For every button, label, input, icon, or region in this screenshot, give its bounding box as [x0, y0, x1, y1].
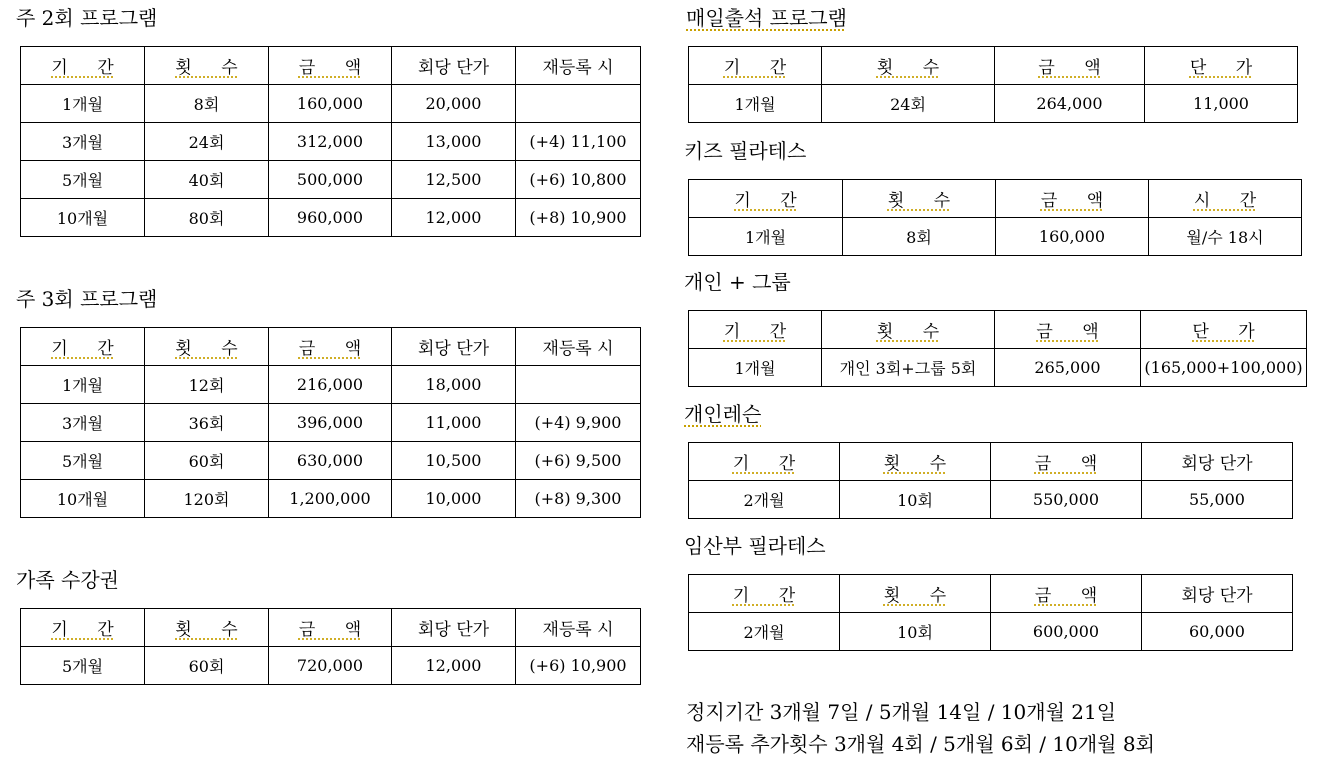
column-header: [269, 328, 392, 366]
section-title-daily-attendance: 매일출석 프로그램: [686, 6, 847, 30]
column-header-label: 기 간: [732, 586, 796, 606]
column-header: [995, 311, 1141, 349]
table-cell: 55,000: [1142, 481, 1293, 519]
table-cell: [516, 366, 641, 404]
column-header-label: 횟 수: [175, 339, 238, 359]
table-row: [21, 480, 641, 518]
table-cell: 8회: [145, 85, 269, 123]
table-cell: 264,000: [995, 85, 1145, 123]
table-family-pass: [20, 608, 641, 685]
table-row: [21, 404, 641, 442]
column-header: [822, 47, 995, 85]
column-header: [991, 575, 1142, 613]
table-cell: 1개월: [689, 349, 822, 387]
table-cell: 312,000: [269, 123, 392, 161]
column-header-label: 횟 수: [876, 58, 940, 78]
column-header-label: 횟 수: [883, 454, 947, 474]
column-header: [843, 180, 996, 218]
table-row: [689, 218, 1302, 256]
table-row: [21, 123, 641, 161]
table-cell: 1개월: [21, 366, 145, 404]
section-title-personal-group: 개인 + 그룹: [684, 270, 791, 294]
column-header: [21, 328, 145, 366]
column-header-label: 기 간: [723, 322, 787, 342]
column-header: [392, 47, 516, 85]
table-cell: 60,000: [1142, 613, 1293, 651]
section-title-prenatal-pilates: 임산부 필라테스: [684, 534, 826, 558]
table-cell: (165,000+100,000): [1141, 349, 1307, 387]
column-header-label: 재등록 시: [542, 339, 614, 359]
table-cell: 160,000: [269, 85, 392, 123]
table-cell: 개인 3회+그룹 5회: [822, 349, 995, 387]
column-header: [689, 180, 843, 218]
table-cell: 10개월: [21, 199, 145, 237]
column-header-label: 기 간: [51, 339, 114, 359]
table-cell: 18,000: [392, 366, 516, 404]
column-header-label: 회당 단가: [417, 620, 490, 640]
column-header: [840, 443, 991, 481]
table-cell: 1개월: [689, 218, 843, 256]
column-header-label: 금 액: [298, 58, 362, 78]
table-cell: (+6) 10,900: [516, 647, 641, 685]
column-header-label: 금 액: [1036, 322, 1099, 342]
column-header: [21, 609, 145, 647]
table-cell: 1개월: [689, 85, 822, 123]
table-cell: 120회: [145, 480, 269, 518]
column-header-label: 기 간: [734, 191, 797, 211]
section-title-thrice-weekly: 주 3회 프로그램: [16, 287, 158, 311]
table-prenatal-pilates: [688, 574, 1293, 651]
column-header: [1142, 443, 1293, 481]
reregistration-bonus-note: 재등록 추가횟수 3개월 4회 / 5개월 6회 / 10개월 8회: [686, 732, 1155, 756]
header-row: [689, 180, 1302, 218]
table-cell: 10개월: [21, 480, 145, 518]
table-cell: 60회: [145, 647, 269, 685]
column-header: [145, 47, 269, 85]
table-cell: 11,000: [392, 404, 516, 442]
table-row: [21, 442, 641, 480]
column-header: [269, 609, 392, 647]
table-cell: 40회: [145, 161, 269, 199]
table-cell: 10,500: [392, 442, 516, 480]
table-cell: (+6) 10,800: [516, 161, 641, 199]
table-cell: 12,500: [392, 161, 516, 199]
table-cell: 396,000: [269, 404, 392, 442]
table-thrice-weekly: [20, 327, 641, 518]
column-header-label: 기 간: [723, 58, 787, 78]
table-row: [689, 613, 1293, 651]
column-header: [516, 609, 641, 647]
table-row: [21, 366, 641, 404]
table-row: [689, 349, 1307, 387]
table-cell: 265,000: [995, 349, 1141, 387]
table-row: [689, 85, 1298, 123]
column-header-label: 횟 수: [887, 191, 951, 211]
table-cell: 720,000: [269, 647, 392, 685]
column-header: [689, 311, 822, 349]
column-header-label: 금 액: [1040, 191, 1104, 211]
table-cell: (+8) 10,900: [516, 199, 641, 237]
pause-period-note: 정지기간 3개월 7일 / 5개월 14일 / 10개월 21일: [686, 700, 1117, 724]
column-header: [145, 328, 269, 366]
column-header: [145, 609, 269, 647]
table-kids-pilates: [688, 179, 1302, 256]
column-header-label: 금 액: [1034, 586, 1098, 606]
column-header-label: 기 간: [51, 58, 114, 78]
table-cell: 1,200,000: [269, 480, 392, 518]
column-header-label: 단 가: [1189, 58, 1253, 78]
table-row: [21, 199, 641, 237]
column-header: [392, 328, 516, 366]
table-cell: 960,000: [269, 199, 392, 237]
column-header-label: 금 액: [298, 620, 362, 640]
column-header: [1142, 575, 1293, 613]
column-header-label: 금 액: [298, 339, 362, 359]
table-twice-weekly: [20, 46, 641, 237]
column-header: [840, 575, 991, 613]
table-cell: 20,000: [392, 85, 516, 123]
column-header: [1141, 311, 1307, 349]
column-header: [995, 47, 1145, 85]
column-header-label: 재등록 시: [542, 58, 614, 78]
column-header: [991, 443, 1142, 481]
table-cell: 10,000: [392, 480, 516, 518]
header-row: [689, 47, 1298, 85]
header-row: [689, 311, 1307, 349]
table-cell: 월/수 18시: [1149, 218, 1302, 256]
column-header-label: 금 액: [1034, 454, 1098, 474]
table-row: [689, 481, 1293, 519]
table-cell: 12,000: [392, 199, 516, 237]
column-header-label: 재등록 시: [542, 620, 614, 640]
column-header: [689, 443, 840, 481]
section-title-twice-weekly: 주 2회 프로그램: [16, 6, 158, 30]
column-header: [516, 328, 641, 366]
column-header-label: 횟 수: [876, 322, 940, 342]
table-cell: 216,000: [269, 366, 392, 404]
column-header-label: 회당 단가: [1181, 586, 1253, 606]
table-cell: 2개월: [689, 613, 840, 651]
table-cell: 500,000: [269, 161, 392, 199]
table-cell: (+6) 9,500: [516, 442, 641, 480]
table-cell: 60회: [145, 442, 269, 480]
header-row: [689, 443, 1293, 481]
column-header: [689, 575, 840, 613]
table-row: [21, 161, 641, 199]
column-header-label: 회당 단가: [1181, 454, 1253, 474]
table-cell: 5개월: [21, 161, 145, 199]
column-header-label: 단 가: [1192, 322, 1255, 342]
table-row: [21, 85, 641, 123]
header-row: [689, 575, 1293, 613]
table-cell: (+4) 9,900: [516, 404, 641, 442]
table-cell: 13,000: [392, 123, 516, 161]
table-cell: 10회: [840, 613, 991, 651]
table-cell: 5개월: [21, 647, 145, 685]
column-header: [269, 47, 392, 85]
column-header-label: 기 간: [51, 620, 114, 640]
header-row: [21, 47, 641, 85]
table-cell: 24회: [822, 85, 995, 123]
table-cell: 2개월: [689, 481, 840, 519]
column-header: [21, 47, 145, 85]
header-row: [21, 328, 641, 366]
column-header: [392, 609, 516, 647]
table-cell: 11,000: [1145, 85, 1298, 123]
table-cell: 5개월: [21, 442, 145, 480]
table-cell: (+8) 9,300: [516, 480, 641, 518]
table-cell: 24회: [145, 123, 269, 161]
table-cell: 3개월: [21, 404, 145, 442]
column-header-label: 시 간: [1193, 191, 1257, 211]
header-row: [21, 609, 641, 647]
column-header-label: 횟 수: [883, 586, 947, 606]
table-personal-lesson: [688, 442, 1293, 519]
table-cell: 3개월: [21, 123, 145, 161]
table-row: [21, 647, 641, 685]
table-cell: 80회: [145, 199, 269, 237]
column-header-label: 회당 단가: [417, 339, 490, 359]
section-title-personal-lesson: 개인레슨: [684, 402, 762, 426]
table-cell: 10회: [840, 481, 991, 519]
column-header-label: 횟 수: [175, 620, 238, 640]
table-cell: 12회: [145, 366, 269, 404]
table-cell: (+4) 11,100: [516, 123, 641, 161]
column-header: [689, 47, 822, 85]
table-personal-group: [688, 310, 1307, 387]
column-header-label: 금 액: [1038, 58, 1101, 78]
table-cell: 1개월: [21, 85, 145, 123]
column-header: [1145, 47, 1298, 85]
column-header-label: 횟 수: [175, 58, 238, 78]
column-header-label: 기 간: [732, 454, 796, 474]
table-daily-attendance: [688, 46, 1298, 123]
column-header-label: 회당 단가: [417, 58, 490, 78]
column-header: [822, 311, 995, 349]
table-cell: 8회: [843, 218, 996, 256]
column-header: [516, 47, 641, 85]
table-cell: 12,000: [392, 647, 516, 685]
section-title-family-pass: 가족 수강권: [16, 568, 119, 592]
table-cell: 160,000: [996, 218, 1149, 256]
table-cell: 630,000: [269, 442, 392, 480]
table-cell: 36회: [145, 404, 269, 442]
column-header: [1149, 180, 1302, 218]
section-title-kids-pilates: 키즈 필라테스: [684, 139, 807, 163]
table-cell: [516, 85, 641, 123]
table-cell: 600,000: [991, 613, 1142, 651]
table-cell: 550,000: [991, 481, 1142, 519]
column-header: [996, 180, 1149, 218]
